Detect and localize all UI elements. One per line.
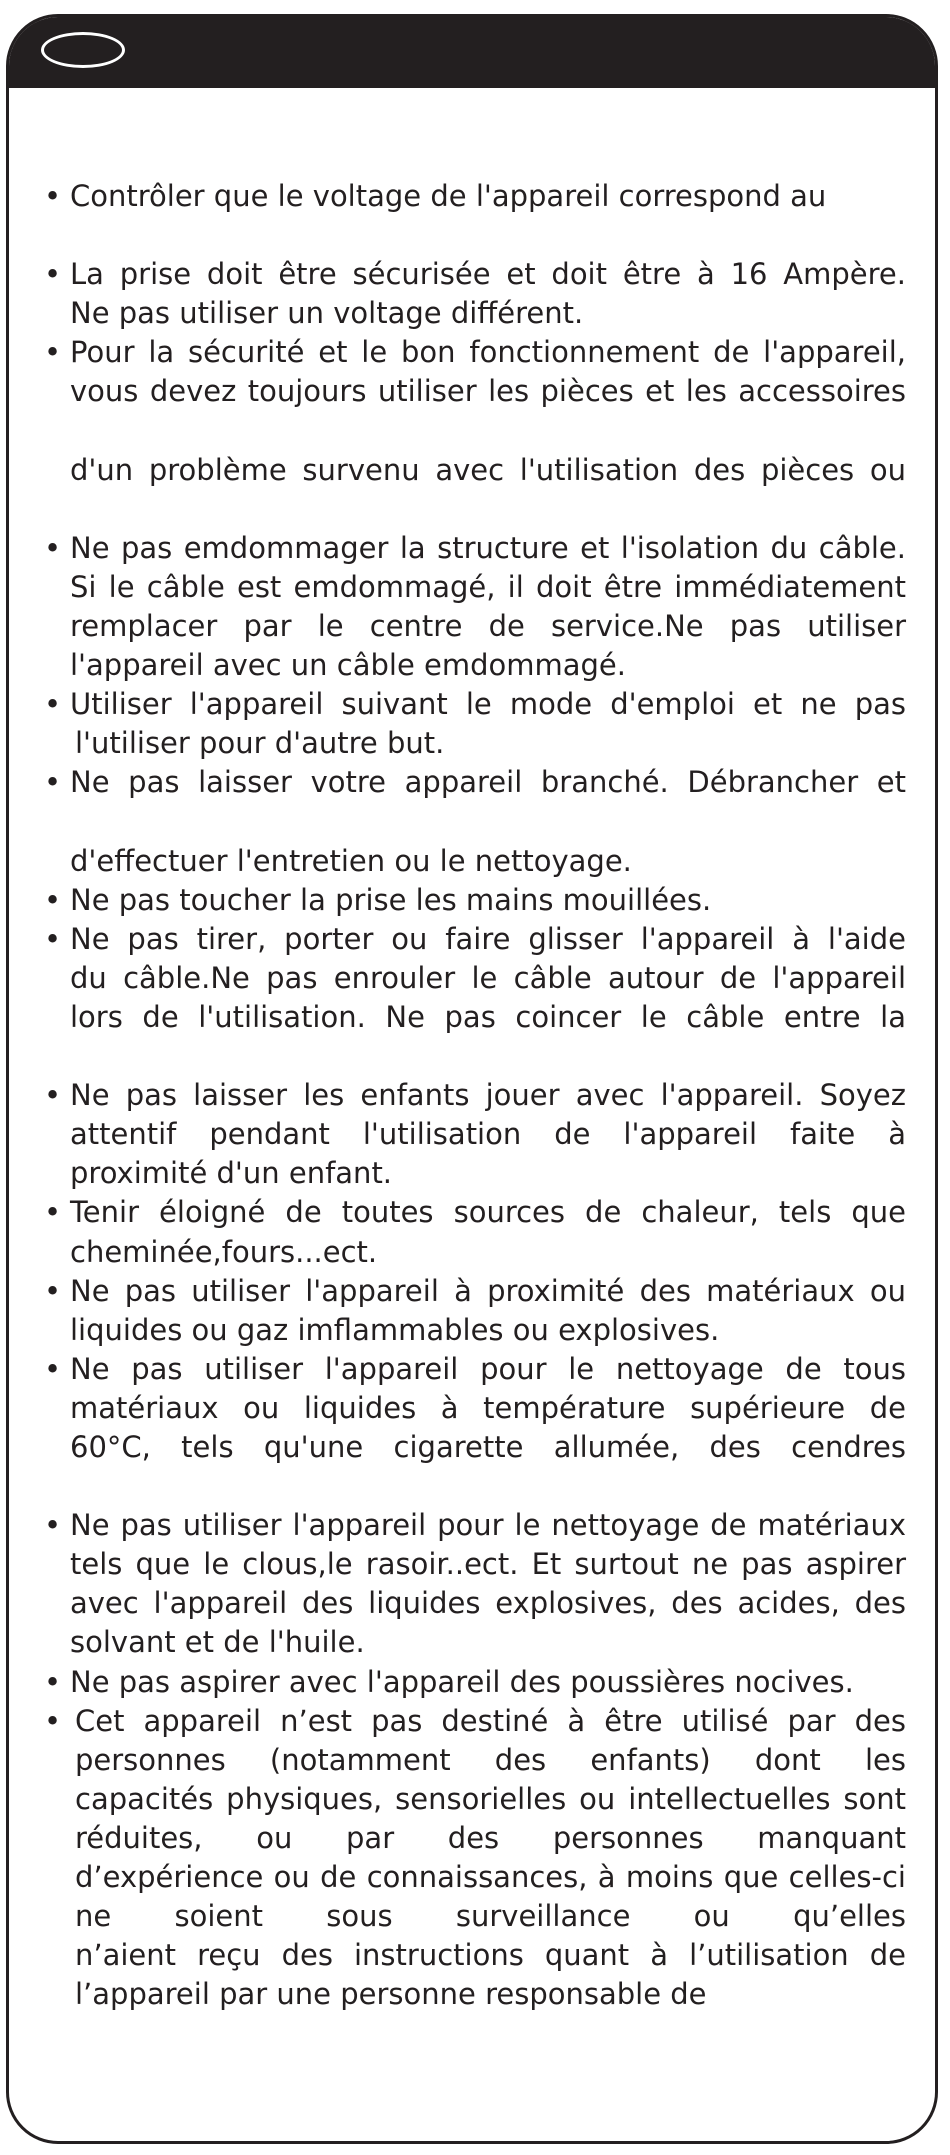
text-line: La prise doit être sécurisée et doit être à 16 Ampère. <box>70 257 906 292</box>
list-item <box>44 1506 906 1662</box>
bullet: • <box>44 1195 62 1230</box>
bullet: • <box>44 1508 62 1543</box>
text-line: Cet appareil n’est pas destiné à être utilisé par des <box>75 1703 906 1738</box>
text-line: Ne pas laisser les enfants jouer avec l'appareil. Soyez <box>70 1078 906 1113</box>
text-line: ne soient sous surveillance ou qu’elles <box>75 1899 906 1934</box>
list-item <box>44 177 906 255</box>
text-line <box>70 216 906 255</box>
text-line: vous devez toujours utiliser les pièces et les accessoires <box>70 374 906 409</box>
text-line: Utiliser l'appareil suivant le mode d'emploi et ne pas <box>70 687 906 722</box>
bullet: • <box>44 1703 62 1738</box>
text-line: du câble.Ne pas enrouler le câble autour de l'appareil <box>70 960 906 995</box>
header-bar <box>9 17 935 88</box>
text-line <box>70 412 906 451</box>
list-item <box>44 1272 906 1350</box>
text-line: Contrôler que le voltage de l'appareil correspond au <box>70 179 827 213</box>
page-frame <box>6 14 938 2144</box>
text-line: attentif pendant l'utilisation de l'appareil faite à <box>70 1117 906 1152</box>
text-line: d’expérience ou de connaissances, à moins que celles-ci <box>75 1860 906 1895</box>
text-line: Ne pas emdommager la structure et l'isolation du câble. <box>70 530 906 565</box>
text-line: liquides ou gaz imflammables ou explosives. <box>70 1312 720 1347</box>
text-line: Ne pas laisser votre appareil branché. Débrancher et <box>70 765 906 800</box>
text-line: n’aient reçu des instructions quant à l’utilisation de <box>75 1938 906 1973</box>
list-item <box>44 1076 906 1193</box>
text-line: personnes (notamment des enfants) dont les <box>75 1742 906 1777</box>
list-item <box>44 529 906 685</box>
text-line: Ne pas tirer, porter ou faire glisser l'appareil à l'aide <box>70 921 906 956</box>
bullet: • <box>44 687 62 722</box>
bullet: • <box>44 1078 62 1113</box>
text-line: remplacer par le centre de service.Ne pas utiliser <box>70 609 906 644</box>
text-line: Ne pas aspirer avec l'appareil des poussières nocives. <box>70 1664 854 1699</box>
list-item <box>44 763 906 880</box>
bullet: • <box>44 530 62 565</box>
bullet: • <box>44 921 62 956</box>
list-item <box>44 881 906 920</box>
list-item <box>44 1350 906 1506</box>
text-line <box>70 1037 906 1076</box>
text-line: Si le câble est emdommagé, il doit être immédiatement <box>70 569 906 604</box>
text-line <box>70 490 906 529</box>
text-line: lors de l'utilisation. Ne pas coincer le câble entre la <box>70 999 906 1034</box>
list-item <box>44 685 906 763</box>
bullet: • <box>44 179 62 213</box>
text-line: capacités physiques, sensorielles ou intellectuelles sont <box>75 1781 906 1816</box>
text-line <box>70 1467 906 1506</box>
text-line: Ne pas utiliser un voltage différent. <box>70 296 584 331</box>
list-item <box>44 333 906 528</box>
text-line: réduites, ou par des personnes manquant <box>75 1820 906 1855</box>
bullet: • <box>44 765 62 800</box>
text-line: l’appareil par une personne responsable de <box>75 1977 707 2012</box>
text-line: l'utiliser pour d'autre but. <box>75 726 445 761</box>
text-line: cheminée,fours...ect. <box>70 1234 378 1269</box>
text-line: Ne pas utiliser l'appareil pour le nettoyage de matériaux <box>70 1508 906 1543</box>
text-line: Pour la sécurité et le bon fonctionnement de l'appareil, <box>70 335 906 370</box>
list-item <box>44 1663 906 1702</box>
text-line: Tenir éloigné de toutes sources de chaleur, tels que <box>70 1195 906 1230</box>
bullet: • <box>44 335 62 370</box>
text-line: tels que le clous,le rasoir..ect. Et surtout ne pas aspirer <box>70 1547 906 1582</box>
list-item <box>44 255 906 333</box>
bullet: • <box>44 1273 62 1308</box>
text-line: matériaux ou liquides à température supérieure de <box>70 1390 906 1425</box>
text-line: Ne pas toucher la prise les mains mouillées. <box>70 882 712 917</box>
bullet: • <box>44 882 62 917</box>
text-line: d'effectuer l'entretien ou le nettoyage. <box>70 843 632 878</box>
text-line: avec l'appareil des liquides explosives, des acides, des <box>70 1586 906 1621</box>
safety-instructions-list <box>44 177 906 2014</box>
bullet: • <box>44 1351 62 1386</box>
bullet: • <box>44 1664 62 1699</box>
page-number-oval <box>41 32 125 68</box>
list-item <box>44 1702 906 2015</box>
list-item <box>44 920 906 1076</box>
text-line: proximité d'un enfant. <box>70 1156 393 1191</box>
text-line: solvant et de l'huile. <box>70 1625 365 1660</box>
text-line: l'appareil avec un câble emdommagé. <box>70 648 626 683</box>
bullet: • <box>44 257 62 292</box>
text-line: d'un problème survenu avec l'utilisation des pièces ou <box>70 452 906 487</box>
text-line: 60°C, tels qu'une cigarette allumée, des cendres <box>70 1430 906 1464</box>
list-item <box>44 1193 906 1271</box>
text-line: Ne pas utiliser l'appareil pour le nettoyage de tous <box>70 1351 906 1386</box>
text-line: Ne pas utiliser l'appareil à proximité des matériaux ou <box>70 1273 906 1308</box>
text-line <box>70 803 906 842</box>
